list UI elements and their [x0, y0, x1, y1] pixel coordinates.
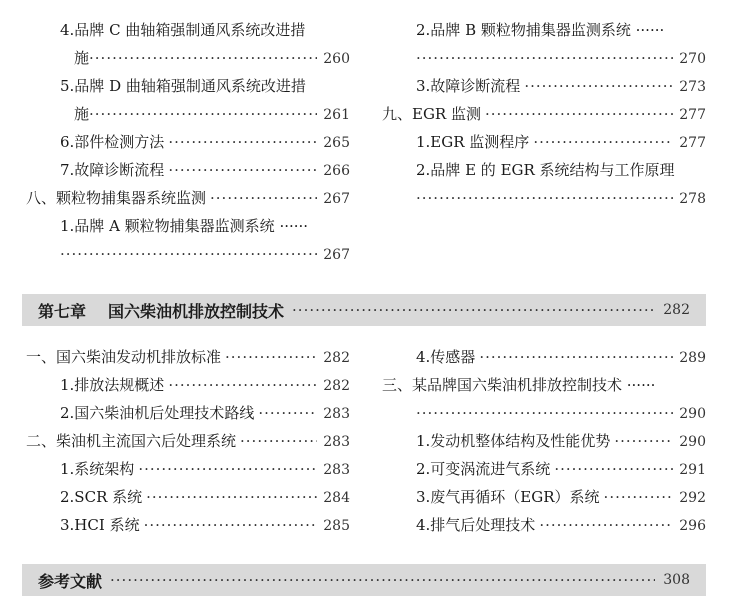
toc-page-number: 277	[679, 135, 706, 151]
toc-page-number: 270	[679, 51, 706, 67]
toc-entry[interactable]	[74, 101, 350, 127]
leader-dots	[89, 45, 317, 71]
chapter-name: 国六柴油机排放控制技术	[108, 301, 285, 321]
toc-entry[interactable]	[60, 400, 350, 426]
toc-entry[interactable]	[416, 129, 706, 155]
toc-entry-title: 4.排气后处理技术	[416, 516, 536, 534]
toc-page-number: 291	[679, 462, 706, 478]
toc-page-number: 296	[679, 518, 706, 534]
leader-dots	[110, 571, 655, 589]
toc-entry-title: 5.品牌 D 曲轴箱强制通风系统改进措	[60, 77, 306, 95]
leader-dots	[89, 101, 317, 127]
toc-page-number: 289	[679, 350, 706, 366]
leader-dots	[258, 400, 317, 426]
toc-page-number: 282	[323, 350, 350, 366]
toc-entry-title: 3.废气再循环（EGR）系统	[416, 488, 600, 506]
chapter-page-number: 282	[663, 302, 690, 318]
toc-entry[interactable]	[416, 73, 706, 99]
toc-entry[interactable]	[74, 45, 350, 71]
toc-page-number: 278	[679, 191, 706, 207]
toc-entry-title: 1.品牌 A 颗粒物捕集器监测系统 ······	[60, 217, 309, 235]
toc-entry[interactable]	[60, 129, 350, 155]
toc-entry[interactable]	[416, 512, 706, 538]
leader-dots	[168, 372, 317, 398]
toc-page-number: 284	[323, 490, 350, 506]
toc-entry[interactable]	[60, 241, 350, 267]
toc-entry-title: 4.品牌 C 曲轴箱强制通风系统改进措	[60, 21, 306, 39]
toc-page-number: 285	[323, 518, 350, 534]
toc-entry[interactable]	[416, 17, 706, 43]
toc-entry[interactable]	[416, 400, 706, 426]
toc-entry[interactable]	[60, 512, 350, 538]
leader-dots	[614, 428, 673, 454]
toc-page-number: 267	[323, 247, 350, 263]
leader-dots	[292, 301, 655, 319]
leader-dots	[144, 512, 318, 538]
toc-page-number: 290	[679, 406, 706, 422]
leader-dots	[416, 45, 673, 71]
leader-dots	[146, 484, 317, 510]
leader-dots	[416, 400, 673, 426]
toc-entry[interactable]	[416, 344, 706, 370]
leader-dots	[479, 344, 673, 370]
toc-section-entry[interactable]	[26, 344, 350, 370]
toc-entry-title: 施	[74, 105, 90, 123]
chapter-heading[interactable]	[22, 294, 706, 326]
toc-entry-title: 2.可变涡流进气系统	[416, 460, 551, 478]
leader-dots	[533, 129, 673, 155]
toc-entry-title: 2.SCR 系统	[60, 488, 143, 506]
leader-dots	[225, 344, 317, 370]
toc-entry-title: 7.故障诊断流程	[60, 161, 165, 179]
leader-dots	[240, 428, 317, 454]
chapter-title	[22, 299, 284, 322]
leader-dots	[485, 101, 673, 127]
toc-entry[interactable]	[60, 372, 350, 398]
leader-dots	[416, 185, 673, 211]
toc-entry[interactable]	[416, 456, 706, 482]
toc-page-number: 292	[679, 490, 706, 506]
references-heading[interactable]	[22, 564, 706, 596]
toc-entry-title: 1.排放法规概述	[60, 376, 165, 394]
toc-entry[interactable]	[60, 484, 350, 510]
toc-entry-title: 2.国六柴油机后处理技术路线	[60, 404, 255, 422]
toc-entry[interactable]	[416, 428, 706, 454]
leader-dots	[604, 484, 674, 510]
toc-entry-title: 一、国六柴油发动机排放标准	[26, 348, 222, 366]
toc-entry-title: 九、EGR 监测	[382, 105, 481, 123]
toc-page-number: 273	[679, 79, 706, 95]
toc-page-number: 277	[679, 107, 706, 123]
toc-page-number: 283	[323, 462, 350, 478]
toc-entry-title: 1.系统架构	[60, 460, 135, 478]
references-page-number: 308	[663, 572, 690, 588]
leader-dots	[168, 129, 317, 155]
toc-entry-title: 4.传感器	[416, 348, 476, 366]
toc-page-number: 260	[323, 51, 350, 67]
leader-dots	[539, 512, 673, 538]
toc-page-number: 290	[679, 434, 706, 450]
toc-entry-title: 三、某品牌国六柴油机排放控制技术 ······	[382, 376, 656, 394]
toc-page-number: 265	[323, 135, 350, 151]
toc-entry[interactable]	[60, 213, 350, 239]
toc-entry[interactable]	[416, 484, 706, 510]
toc-page-number: 266	[323, 163, 350, 179]
toc-entry-title: 3.故障诊断流程	[416, 77, 521, 95]
leader-dots	[138, 456, 317, 482]
leader-dots	[524, 73, 673, 99]
toc-entry-title: 1.EGR 监测程序	[416, 133, 530, 151]
toc-page-number: 267	[323, 191, 350, 207]
toc-entry[interactable]	[416, 185, 706, 211]
toc-section-entry[interactable]	[26, 428, 350, 454]
toc-entry[interactable]	[416, 45, 706, 71]
toc-section-entry[interactable]	[382, 372, 706, 398]
toc-page-number: 283	[323, 406, 350, 422]
toc-section-entry[interactable]	[382, 101, 706, 127]
toc-entry-title: 2.品牌 E 的 EGR 系统结构与工作原理	[416, 161, 675, 179]
toc-entry[interactable]	[416, 157, 706, 183]
leader-dots	[168, 157, 317, 183]
leader-dots	[60, 241, 317, 267]
leader-dots	[554, 456, 673, 482]
toc-entry[interactable]	[60, 73, 350, 99]
toc-section-entry[interactable]	[26, 185, 350, 211]
toc-entry-title: 施	[74, 49, 90, 67]
toc-entry-title: 2.品牌 B 颗粒物捕集器监测系统 ······	[416, 21, 665, 39]
toc-entry-title: 二、柴油机主流国六后处理系统	[26, 432, 237, 450]
references-title: 参考文献	[38, 571, 103, 591]
toc-page-number: 261	[323, 107, 350, 123]
toc-entry[interactable]	[60, 456, 350, 482]
toc-entry-title: 3.HCI 系统	[60, 516, 140, 534]
toc-entry-title: 八、颗粒物捕集器系统监测	[26, 189, 207, 207]
toc-entry-title: 6.部件检测方法	[60, 133, 165, 151]
toc-page-number: 282	[323, 378, 350, 394]
toc-page-number: 283	[323, 434, 350, 450]
chapter-label: 第七章	[38, 301, 87, 321]
toc-entry[interactable]	[60, 17, 350, 43]
toc-entry-title: 1.发动机整体结构及性能优势	[416, 432, 611, 450]
leader-dots	[210, 185, 317, 211]
toc-entry[interactable]	[60, 157, 350, 183]
